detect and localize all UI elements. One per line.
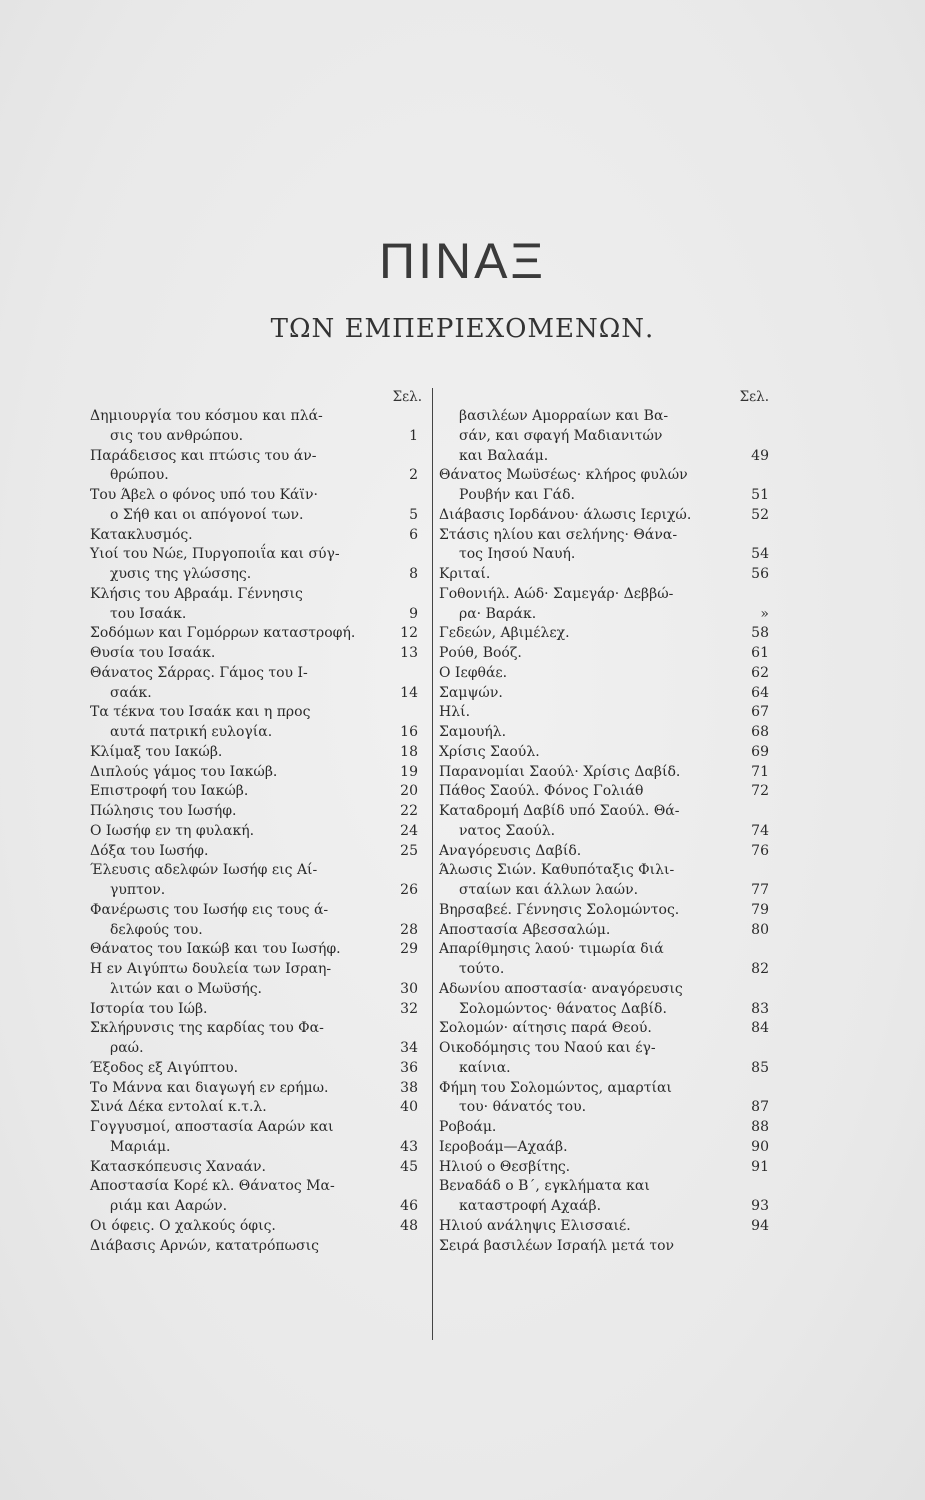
toc-entry-page: 68 (751, 724, 769, 740)
toc-entry (90, 842, 422, 862)
toc-entry (433, 723, 769, 743)
toc-entry (90, 921, 422, 941)
toc-entry-page: 51 (751, 487, 769, 503)
toc-entry (433, 605, 769, 625)
toc-entry (90, 1079, 422, 1099)
toc-entry-title: Ρούθ, Βοόζ. (439, 645, 522, 661)
toc-entry-title: Αναγόρευσις Δαβίδ. (439, 842, 582, 859)
page-column-header: Σελ. (392, 389, 422, 405)
toc-entry (433, 1197, 769, 1217)
toc-entry-title: καίνια. (459, 1059, 511, 1076)
toc-entry (90, 743, 422, 763)
toc-entry-page: 56 (751, 566, 769, 582)
toc-entry-title: Κλίμαξ του Ιακώβ. (90, 743, 223, 760)
toc-entry-title: δελφούς του. (110, 921, 203, 938)
toc-entry-title: Έξοδος εξ Αιγύπτου. (90, 1059, 239, 1076)
toc-entry-title: Σοδόμων και Γομόρρων καταστροφή. (90, 625, 356, 642)
toc-entry (90, 1118, 422, 1138)
toc-entry-page: 79 (751, 901, 769, 918)
toc-entry (90, 1039, 422, 1059)
toc-entry-page: 49 (751, 447, 769, 464)
toc-entry (433, 1079, 769, 1099)
toc-entry (90, 1059, 422, 1079)
toc-entry-title: Οικοδόμησις του Ναού και έγ- (439, 1040, 656, 1056)
toc-entry-title: Ρουβήν και Γάδ. (459, 487, 575, 503)
toc-entry-title: Κατασκόπευσις Χαναάν. (90, 1158, 266, 1175)
toc-entry-title: Οι όφεις. Ο χαλκούς όφις. (90, 1217, 276, 1234)
toc-entry (433, 585, 769, 605)
toc-entry-title: νατος Σαούλ. (459, 822, 556, 839)
toc-entry-title: Του Άβελ ο φόνος υπό του Κάϊν· (90, 487, 318, 503)
toc-entry-page: 14 (400, 684, 418, 701)
toc-entry-page: 54 (751, 546, 769, 563)
toc-entry (90, 1237, 422, 1257)
toc-entry (433, 624, 769, 644)
toc-entry-page: 22 (400, 803, 418, 819)
toc-entry (90, 1000, 422, 1020)
toc-entry (433, 466, 769, 486)
toc-entry-title: Στάσις ηλίου και σελήνης· Θάνα- (439, 526, 678, 543)
toc-entry-title: τούτο. (459, 961, 505, 977)
toc-entry-page: 62 (751, 664, 769, 681)
toc-entry-title: Βεναδάδ ο Β΄, εγκλήματα και (439, 1178, 650, 1195)
toc-entry (433, 486, 769, 506)
toc-entry-title: Απαρίθμησις λαού· τιμωρία διά (439, 941, 664, 958)
toc-entry-title: Διάβασις Αρνών, κατατρόπωσις (90, 1237, 319, 1254)
toc-entry (433, 960, 769, 980)
toc-entry (90, 940, 422, 960)
toc-entry-title: Πώλησις του Ιωσήφ. (90, 803, 237, 819)
toc-entry (433, 506, 769, 526)
toc-entry-title: Τα τέκνα του Ισαάκ και η προς (90, 704, 311, 721)
page-subtitle: ΤΩΝ ΕΜΠΕΡΙΕΧΟΜΕΝΩΝ. (270, 314, 655, 344)
toc-entry-title: Αποστασία Κορέ κλ. Θάνατος Μα- (90, 1178, 335, 1195)
toc-entry-title: Διπλούς γάμος του Ιακώβ. (90, 763, 278, 780)
toc-entry-page: 61 (751, 645, 769, 661)
toc-entry-title: Θάνατος Σάρρας. Γάμος του Ι- (90, 664, 308, 681)
toc-entry-page: 1 (409, 427, 418, 444)
toc-entry-page: 12 (400, 625, 418, 642)
toc-entry (433, 1019, 769, 1039)
toc-entry-title: Δημιουργία του κόσμου και πλά- (90, 408, 323, 424)
toc-entry-page: 83 (751, 1000, 769, 1017)
toc-entry-title: Το Μάννα και διαγωγή εν ερήμω. (90, 1079, 329, 1096)
toc-left-list (90, 407, 422, 1256)
toc-entry-page: 20 (400, 783, 418, 800)
toc-entry (433, 684, 769, 704)
toc-entry (433, 1059, 769, 1079)
toc-entry-page: 76 (751, 842, 769, 859)
toc-entry (90, 605, 422, 625)
toc-entry-title: Κριταί. (439, 566, 491, 582)
toc-entry-title: Παράδεισος και πτώσις του άν- (90, 447, 317, 464)
toc-entry-page: 18 (400, 743, 418, 760)
toc-entry (433, 545, 769, 565)
toc-entry (433, 703, 769, 723)
toc-entry (433, 980, 769, 1000)
toc-entry (433, 861, 769, 881)
toc-entry (433, 901, 769, 921)
toc-entry (433, 1237, 769, 1257)
toc-entry-page: 9 (409, 605, 418, 622)
toc-entry-title: τος Ιησού Ναυή. (459, 546, 576, 563)
toc-entry-page: 67 (751, 704, 769, 721)
toc-entry (433, 664, 769, 684)
toc-entry (90, 684, 422, 704)
toc-entry-title: Μαριάμ. (110, 1138, 171, 1155)
toc-entry-title: Γοθονιήλ. Αώδ· Σαμεγάρ· Δεββώ- (439, 585, 674, 602)
toc-entry-page: 34 (400, 1040, 418, 1056)
toc-entry-page: 48 (400, 1217, 418, 1234)
toc-entry (90, 802, 422, 822)
toc-entry (90, 960, 422, 980)
toc-entry-title: Έλευσις αδελφών Ιωσήφ εις Αί- (90, 862, 318, 879)
toc-entry-title: καταστροφή Αχαάβ. (459, 1198, 602, 1214)
toc-entry-page: 25 (400, 842, 418, 859)
toc-entry (90, 763, 422, 783)
toc-entry-page: 36 (400, 1059, 418, 1076)
toc-entry-title: και Βαλαάμ. (459, 447, 549, 464)
toc-entry (90, 1098, 422, 1118)
toc-entry-title: Σειρά βασιλέων Ισραήλ μετά τον (439, 1237, 675, 1254)
toc-entry-title: Ηλί. (439, 704, 471, 721)
toc-entry-page: 45 (400, 1158, 418, 1175)
toc-entry-title: Επιστροφή του Ιακώβ. (90, 783, 249, 800)
toc-left-column (90, 388, 422, 1256)
toc-entry (90, 1158, 422, 1178)
toc-entry (90, 782, 422, 802)
toc-entry-page: 52 (751, 506, 769, 523)
toc-entry (90, 664, 422, 684)
page-column-header: Σελ. (739, 389, 769, 405)
toc-entry (90, 565, 422, 585)
toc-right-column (432, 388, 769, 1340)
toc-entry (90, 980, 422, 1000)
toc-entry (433, 644, 769, 664)
toc-entry-title: σις του ανθρώπου. (110, 427, 244, 444)
toc-entry (433, 782, 769, 802)
toc-entry-title: Καταδρομή Δαβίδ υπό Σαούλ. Θά- (439, 803, 680, 819)
toc-entry (433, 1138, 769, 1158)
toc-entry (433, 1217, 769, 1237)
toc-entry-title: ο Σήθ και οι απόγονοί των. (110, 506, 304, 523)
toc-entry (433, 1000, 769, 1020)
toc-entry-page: 26 (400, 882, 418, 898)
toc-entry-page: 8 (409, 566, 418, 582)
toc-entry-page: 87 (751, 1099, 769, 1116)
toc-entry-title: Ηλιού ανάληψις Ελισσαιέ. (439, 1217, 631, 1234)
toc-entry-title: αυτά πατρική ευλογία. (110, 724, 273, 740)
toc-entry-title: Υιοί του Νώε, Πυργοποιΐα και σύγ- (90, 546, 340, 563)
toc-entry-title: Ιεροβοάμ—Αχαάβ. (439, 1138, 568, 1155)
toc-entry (90, 427, 422, 447)
toc-entry-page: 94 (751, 1217, 769, 1234)
toc-entry-page: 69 (751, 743, 769, 760)
toc-entry-title: Ηλιού ο Θεσβίτης. (439, 1158, 571, 1175)
toc-entry (90, 861, 422, 881)
toc-entry-page: 88 (751, 1119, 769, 1135)
toc-entry-page: 40 (400, 1099, 418, 1116)
toc-entry (433, 407, 769, 427)
toc-entry-title: Φανέρωσις του Ιωσήφ εις τους ά- (90, 901, 329, 918)
toc-entry (433, 1039, 769, 1059)
toc-entry (90, 526, 422, 546)
toc-entry-page: 74 (751, 822, 769, 839)
toc-entry-title: Θάνατος Μωϋσέως· κλήρος φυλών (439, 467, 688, 484)
toc-entry (433, 940, 769, 960)
toc-entry-title: Αποστασία Αβεσσαλώμ. (439, 921, 611, 938)
toc-entry-title: Κλήσις του Αβραάμ. Γέννησις (90, 585, 303, 602)
toc-entry (90, 1197, 422, 1217)
toc-entry-title: λιτών και ο Μωϋσής. (110, 980, 263, 997)
toc-entry (433, 1118, 769, 1138)
toc-entry-title: Δόξα του Ιωσήφ. (90, 842, 209, 859)
toc-entry (433, 822, 769, 842)
toc-entry-page: » (760, 605, 769, 622)
toc-entry-page: 24 (400, 822, 418, 839)
toc-entry-title: Αδωνίου αποστασία· αναγόρευσις (439, 980, 683, 997)
toc-entry-page: 85 (751, 1059, 769, 1076)
page-title: ΠΙΝΑΞ (379, 233, 546, 289)
toc-entry (433, 447, 769, 467)
toc-entry-page: 43 (400, 1138, 418, 1155)
toc-entry-title: Ο Ιωσήφ εν τη φυλακή. (90, 822, 255, 839)
toc-entry (90, 624, 422, 644)
toc-entry (433, 1098, 769, 1118)
toc-entry (433, 743, 769, 763)
toc-entry (90, 723, 422, 743)
toc-entry-page: 64 (751, 684, 769, 701)
toc-entry-title: σάν, και σφαγή Μαδιανιτών (459, 427, 663, 444)
toc-entry (433, 1158, 769, 1178)
toc-entry-title: Θάνατος του Ιακώβ και του Ιωσήφ. (90, 941, 341, 958)
toc-entry (90, 1019, 422, 1039)
toc-entry-title: Σαμψών. (439, 684, 503, 701)
toc-entry (90, 1138, 422, 1158)
toc-entry-page: 77 (751, 882, 769, 898)
toc-entry-title: Σολομών· αίτησις παρά Θεού. (439, 1020, 652, 1037)
toc-entry-title: Θυσία του Ισαάκ. (90, 645, 216, 661)
toc-entry-title: σαάκ. (110, 684, 152, 701)
toc-entry-title: Ροβοάμ. (439, 1119, 497, 1135)
toc-entry (433, 881, 769, 901)
toc-entry (90, 585, 422, 605)
toc-entry-page: 93 (751, 1198, 769, 1214)
toc-entry-page: 71 (751, 763, 769, 780)
toc-entry (433, 802, 769, 822)
toc-entry-title: γυπτον. (110, 882, 166, 898)
toc-entry-title: βασιλέων Αμορραίων και Βα- (459, 408, 669, 424)
toc-entry-page: 13 (400, 645, 418, 661)
toc-entry (90, 545, 422, 565)
toc-entry (90, 822, 422, 842)
toc-entry (90, 901, 422, 921)
toc-entry-title: Ιστορία του Ιώβ. (90, 1000, 208, 1017)
toc-entry-title: Φήμη του Σολομώντος, αμαρτίαι (439, 1079, 672, 1096)
toc-entry-title: Η εν Αιγύπτω δουλεία των Ισραη- (90, 961, 332, 977)
toc-entry-page: 30 (400, 980, 418, 997)
toc-entry-title: Πάθος Σαούλ. Φόνος Γολιάθ (439, 783, 644, 800)
toc-entry-page: 19 (400, 763, 418, 780)
toc-entry-page: 5 (409, 506, 418, 523)
toc-entry-page: 84 (751, 1020, 769, 1037)
toc-entry-page: 90 (751, 1138, 769, 1155)
toc-entry-page: 72 (751, 783, 769, 800)
toc-entry-page: 82 (751, 961, 769, 977)
toc-entry (433, 842, 769, 862)
toc-entry (433, 565, 769, 585)
toc-entry (90, 1217, 422, 1237)
toc-entry (90, 644, 422, 664)
toc-entry-title: Σαμουήλ. (439, 724, 507, 740)
toc-entry-title: χυσις της γλώσσης. (110, 566, 252, 582)
toc-entry-page: 91 (751, 1158, 769, 1175)
toc-entry-page: 28 (400, 921, 418, 938)
toc-entry-page: 58 (751, 625, 769, 642)
toc-entry-title: ριάμ και Ααρών. (110, 1198, 228, 1214)
toc-entry-title: Διάβασις Ιορδάνου· άλωσις Ιεριχώ. (439, 506, 692, 523)
toc-entry-page: 2 (409, 467, 418, 484)
toc-entry-title: Χρίσις Σαούλ. (439, 743, 540, 760)
toc-entry (433, 427, 769, 447)
toc-entry-title: του· θάνατός του. (459, 1099, 587, 1116)
toc-entry (433, 526, 769, 546)
toc-entry (90, 506, 422, 526)
toc-entry-title: σταίων και άλλων λαών. (459, 882, 639, 898)
toc-entry-title: Σινά Δέκα εντολαί κ.τ.λ. (90, 1099, 267, 1116)
toc-entry-title: θρώπου. (110, 467, 169, 484)
toc-entry-page: 29 (400, 941, 418, 958)
toc-entry-page: 46 (400, 1198, 418, 1214)
toc-entry-title: Σολομώντος· θάνατος Δαβίδ. (459, 1000, 667, 1017)
toc-entry (90, 466, 422, 486)
toc-entry (433, 1177, 769, 1197)
toc-entry (90, 703, 422, 723)
toc-entry-title: Παρανομίαι Σαούλ· Χρίσις Δαβίδ. (439, 763, 681, 780)
toc-entry-page: 32 (400, 1000, 418, 1017)
toc-entry-title: Ο Ιεφθάε. (439, 664, 508, 681)
toc-entry-title: ραώ. (110, 1040, 144, 1056)
toc-entry-title: Γογγυσμοί, αποστασία Ααρών και (90, 1119, 334, 1135)
toc-entry-title: Σκλήρυνσις της καρδίας του Φα- (90, 1020, 324, 1037)
toc-entry-page: 6 (409, 526, 418, 543)
toc-entry (90, 1177, 422, 1197)
toc-entry-title: Άλωσις Σιών. Καθυπόταξις Φιλι- (439, 862, 675, 879)
toc-entry-title: ρα· Βαράκ. (459, 605, 537, 622)
toc-entry-page: 16 (400, 724, 418, 740)
toc-entry-page: 38 (400, 1079, 418, 1096)
toc-entry (90, 486, 422, 506)
toc-entry-title: του Ισαάκ. (110, 605, 187, 622)
toc-entry-title: Βηρσαβεέ. Γέννησις Σολομώντος. (439, 901, 680, 918)
toc-entry (90, 447, 422, 467)
toc-right-list (433, 407, 769, 1256)
toc-entry (433, 763, 769, 783)
toc-entry (90, 407, 422, 427)
toc-entry (90, 881, 422, 901)
toc-entry-title: Γεδεών, Αβιμέλεχ. (439, 625, 570, 642)
toc-entry-title: Κατακλυσμός. (90, 526, 193, 543)
toc-entry-page: 80 (751, 921, 769, 938)
toc-entry (433, 921, 769, 941)
